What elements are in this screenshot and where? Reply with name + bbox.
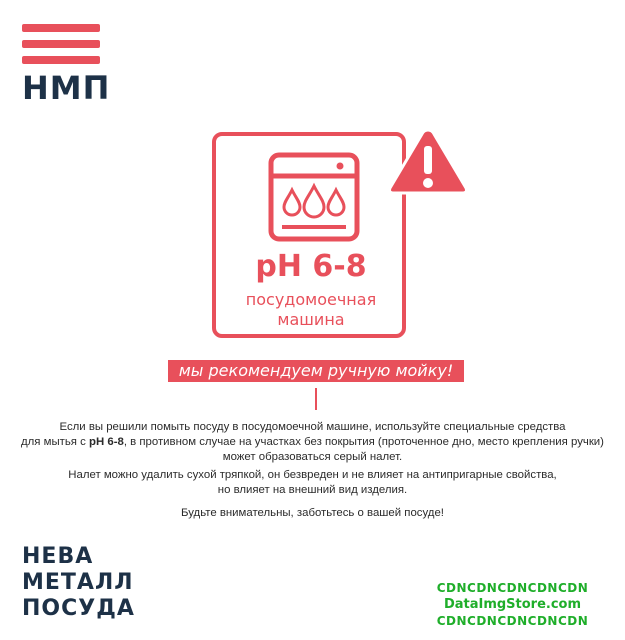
brand-wordmark	[22, 544, 135, 622]
nmp-logo	[22, 22, 111, 108]
ph-value: pH 6-8	[255, 249, 367, 284]
paragraph-line: Налет можно удалить сухой тряпкой, он безвреден и не влияет на антипригарные свойства,	[68, 469, 557, 481]
paragraph-line: может образоваться серый налет.	[222, 451, 403, 463]
divider-line	[315, 388, 317, 410]
watermark-line: CDNCDNCDNCDNCDN	[436, 614, 589, 628]
dishwasher-icon	[268, 152, 360, 242]
brand-line: ПОСУДА	[22, 596, 135, 621]
watermark	[430, 580, 595, 629]
paragraph-line: Если вы решили помыть посуду в посудомоечной машине, используйте специальные средства	[59, 421, 566, 433]
logo-text: НМП	[22, 69, 111, 107]
warning-triangle-icon	[386, 126, 470, 196]
paragraph-dishwasher-advice	[20, 420, 605, 465]
paragraph-line: для мытья с pH 6-8, в противном случае на участках без покрытия (проточенное дно, место крепления ручки)	[21, 436, 604, 448]
brand-line: МЕТАЛЛ	[22, 570, 134, 595]
paragraph-residue-info	[20, 468, 605, 498]
dishwasher-label-line2: машина	[277, 310, 345, 329]
brand-line: НЕВА	[22, 544, 94, 569]
logo-stripe	[22, 24, 100, 32]
logo-stripe	[22, 56, 100, 64]
paragraph-line: но влияет на внешний вид изделия.	[217, 484, 408, 496]
watermark-line: CDNCDNCDNCDNCDN	[436, 581, 589, 595]
watermark-line: DataImgStore.com	[443, 597, 582, 612]
logo-stripe	[22, 40, 100, 48]
dishwasher-label-line1: посудомоечная	[245, 290, 377, 309]
ph-highlight: pH 6-8	[89, 436, 124, 448]
paragraph-care-note: Будьте внимательны, заботьтесь о вашей посуде!	[181, 507, 444, 519]
recommendation-banner: мы рекомендуем ручную мойку!	[168, 360, 464, 382]
